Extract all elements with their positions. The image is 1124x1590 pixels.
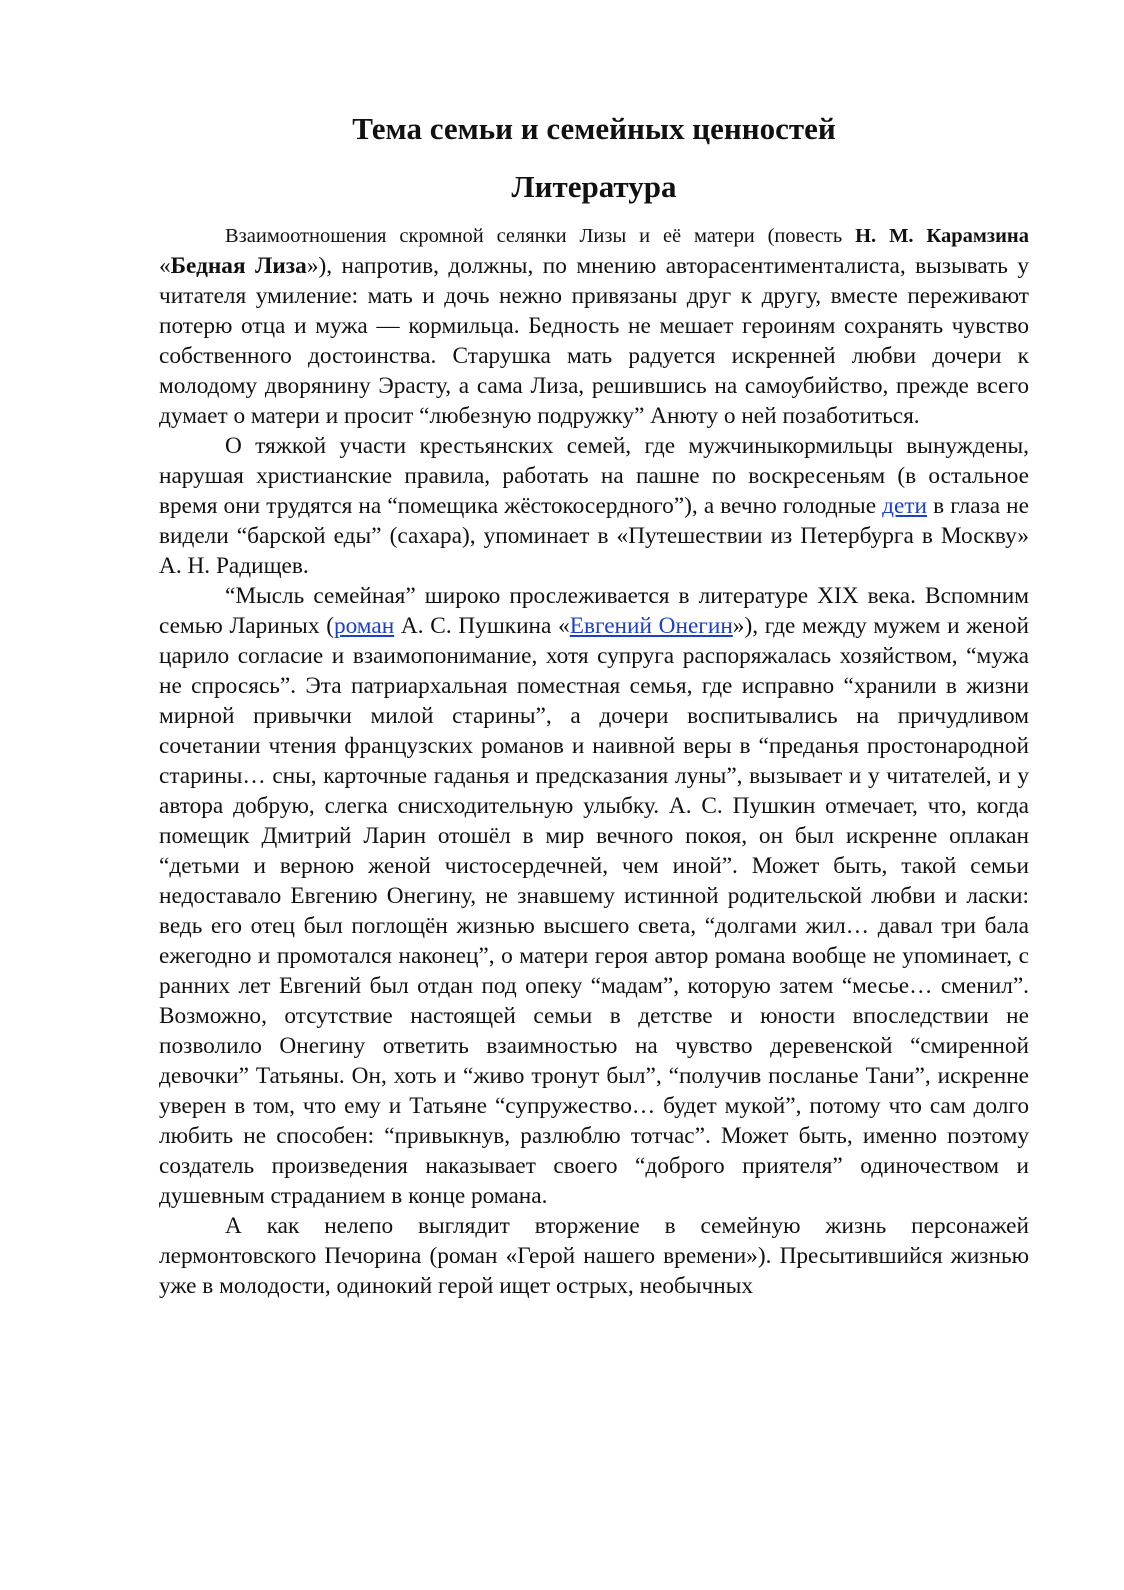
document-page: [159, 96, 1029, 1301]
paragraph-text: “Мысль семейная” широко прослеживается в литературе XIX века. Вспомним семью Лариных (: [159, 583, 1029, 639]
document-title: Тема семьи и семейных ценностей: [352, 111, 836, 146]
paragraph-text: А как нелепо выглядит вторжение в семейную жизнь персонажей лермонтовского Печорина (роман «Герой нашего времени»). Пресытившийся жизнью уже в молодости, одинокий герой ищет острых, необычных: [159, 1213, 1029, 1299]
paragraph-radishchev: [159, 431, 1029, 581]
document-body: [159, 220, 1029, 1301]
link-deti[interactable]: дети: [882, 493, 927, 519]
paragraph-text: »), напротив, должны, по мнению авторасентименталиста, вызывать у читателя умиление: мать и дочь нежно привязаны друг к другу, вместе переживают потерю отца и мужа — кормильца. Бедность не мешает героиням сохранять чувство собственного достоинства. Старушка мать радуется искренней любви дочери к молодому дворянину Эрасту, а сама Лиза, решившись на самоубийство, прежде всего думает о матери и просит “любезную подружку” Анюту о ней позаботиться.: [159, 253, 1030, 429]
paragraph-text: »), где между мужем и женой царило согласие и взаимопонимание, хотя супруга распоряжалась хозяйством, “мужа не спросясь”. Эта патриархальная поместная семья, где исправно “хранили в жизни мирной привычки милой старины”, а дочери воспитывались на причудливом сочетании чтения французских романов и наивной веры в “преданья простонародной старины… сны, карточные гаданья и предсказания луны”, вызывает и у читателей, и у автора добрую, слегка снисходительную улыбку. А. С. Пушкин отмечает, что, когда помещик Дмитрий Ларин отошёл в мир вечного покоя, он был искренне оплакан “детьми и верною женой чистосердечней, чем иной”. Может быть, такой семьи недоставало Евгению Онегину, не знавшему истинной родительской любви и ласки: ведь его отец был поглощён жизнью высшего света, “долгами жил… давал три бала ежегодно и промотался наконец”, о матери героя автор романа вообще не упоминает, с ранних лет Евгений был отдан под опеку “мадам”, которую затем “месье… сменил”. Возможно, отсутствие настоящей семьи в детстве и юности впоследствии не позволило Онегину ответить взаимностью на чувство деревенской “смиренной девочки” Татьяны. Он, хоть и “живо тронут был”, “получив посланье Тани”, искренне уверен в том, что ему и Татьяне “супружество… будет мукой”, потому что сам долго любить не способен: “привыкнув, разлюблю тотчас”. Может быть, именно поэтому создатель произведения наказывает своего “доброго приятеля” одиночеством и душевным страданием в конце романа.: [159, 613, 1030, 1209]
link-evgeniy-onegin[interactable]: Евгений Онегин: [569, 613, 733, 639]
author-name-karamzin: Н. М. Карамзина: [855, 225, 1029, 247]
document-subtitle: Литература: [511, 169, 677, 204]
paragraph-pushkin: [159, 581, 1029, 1211]
link-roman[interactable]: роман: [333, 613, 395, 639]
paragraph-lead-text: Взаимоотношения скромной селянки Лизы и её матери (повесть: [225, 225, 856, 247]
work-open-quote: «: [159, 253, 171, 279]
work-title-bednaya-liza: Бедная Лиза: [170, 253, 307, 279]
paragraph-text: А. С. Пушкина «: [394, 613, 570, 639]
paragraph-text: О тяжкой участи крестьянских семей, где мужчиныкормильцы вынуждены, нарушая христианские правила, работать на пашне по воскресеньям (в остальное время они трудятся на “помещика жёстокосердного”), а вечно голодные: [159, 433, 1029, 519]
paragraph-lermontov: [159, 1211, 1029, 1301]
paragraph-karamzin: [159, 220, 1029, 431]
paragraph-text: в глаза не видели “барской еды” (сахара), упоминает в «Путешествии из Петербурга в Москву» А. Н. Радищев.: [159, 493, 1029, 579]
